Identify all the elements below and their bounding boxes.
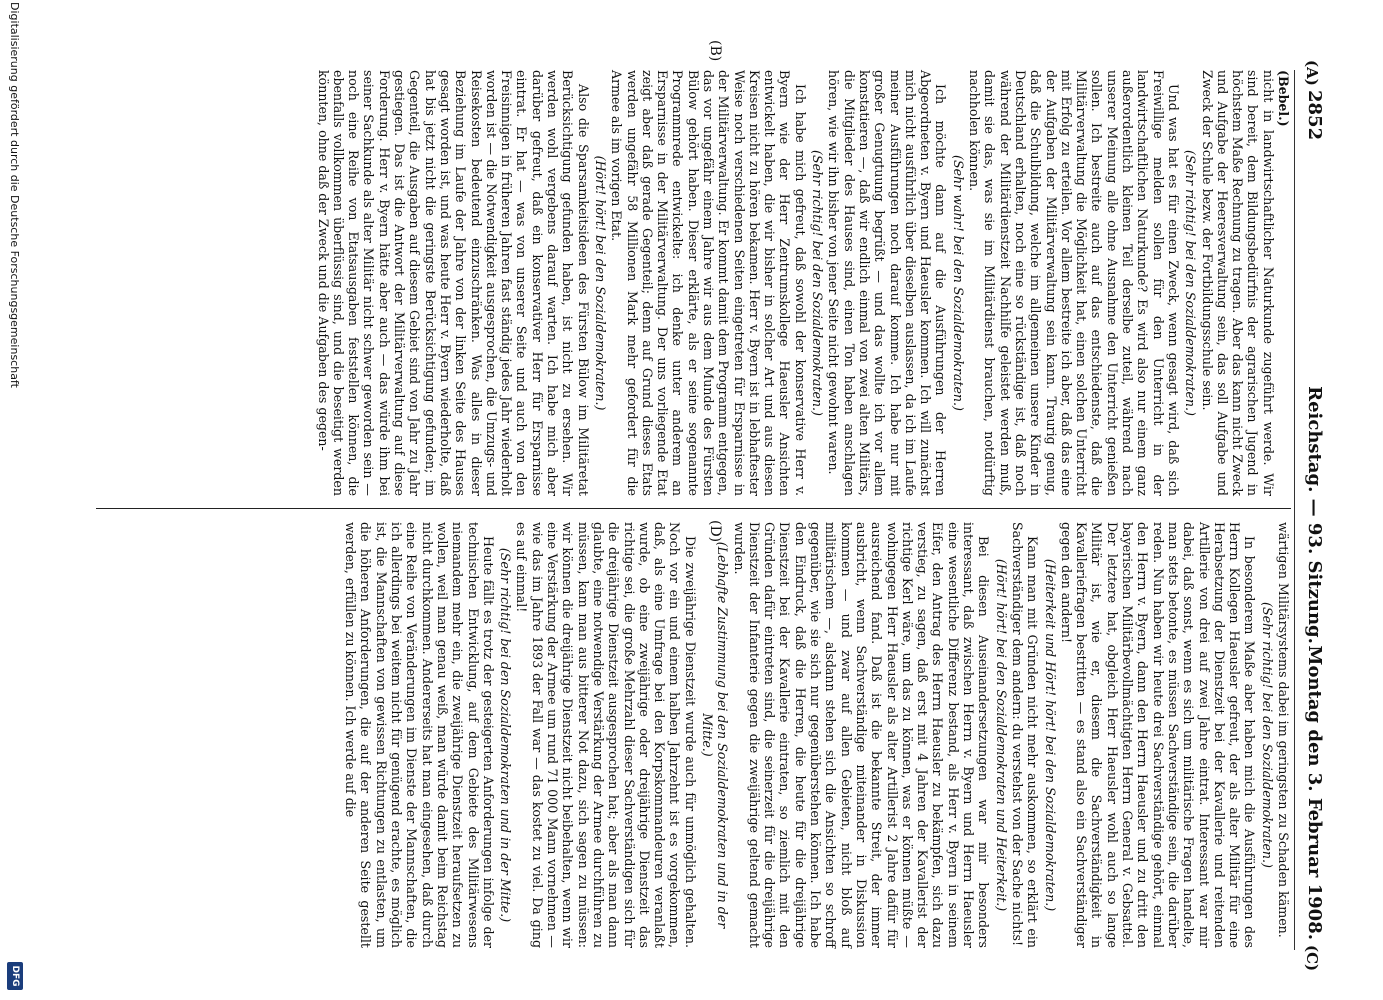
header-rule	[1294, 70, 1295, 950]
margin-mark-d: (D)	[707, 520, 723, 543]
interjection: (Sehr wahr! bei den Sozialdemokraten.)	[950, 155, 966, 411]
paragraph: wärtigen Militärsystems dabei im geringsten zu Schaden kämen.	[1276, 522, 1291, 938]
interjection: (Hört! hört! bei den Sozialdemokraten.)	[592, 155, 608, 411]
paragraph: Kann man mit Gründen nicht mehr auskommen, so erklärt ein Sachverständiger dem andern: du verstehst von der Sache nichts!	[1009, 522, 1041, 948]
margin-mark-c: (C)	[1303, 945, 1321, 972]
column-divider	[96, 508, 1291, 509]
paragraph: Ich möchte dann auf die Ausführungen der Herren Abgeordneten v. Byern und Haeusler kommen. Ich will zunächst mich nicht ausführlich über dieselben auslassen, da ich im Laufe meiner Ausführungen noch darauf komme. Ich habe nur mit großer Genugtuung begrüßt — und das wollte ich vor allem konstatieren —, daß wir endlich einmal von zwei alten Militärs, die Mitglieder des Hauses sind, einen Ton haben anschlagen hören, wie wir ihn bisher von jener Seite nicht gewohnt waren.	[826, 70, 949, 496]
interjection: (Sehr richtig! bei den Sozialdemokraten.)	[1183, 150, 1199, 416]
interjection: (Sehr richtig! bei den Sozialdemokraten und in der Mitte.)	[498, 547, 514, 923]
interjection: (Hört! hört! bei den Sozialdemokraten und Heiterkeit.)	[993, 558, 1009, 912]
paragraph: Und was hat es für einen Zweck, wenn gesagt wird, daß sich Freiwillige melden sollen für den Unterricht in der landwirtschaftlichen Naturkunde? Es wird also nur einem ganz außerordentlich kleinen Teil derselbe zuteil, während nach unserer Meinung alle ohne Ausnahme den Unterricht genießen sollen. Ich bestreite auch auf das entschiedenste, daß die Militärverwaltung die Möglichkeit hat, einen solchen Unterricht mit Erfolg zu erteilen. Vor allem bestreite ich aber, daß das eine der Aufgaben der Militärverwaltung sein kann. Traurig genug, daß die Schulbildung, welche im allgemeinen unsere Kinder in Deutschland erhalten, noch eine so rückständige ist, daß noch während der Militärdienstzeit Nachhilfe geleistet werden muß, damit sie das, was sie im Militärdienst brauchen, notdürftig nachholen können.	[967, 70, 1181, 496]
paragraph: Also die Sparsamkeitsideen des Fürsten Bülow im Militäretat Berücksichtigung gefunden haben, ist nicht zu ersehen. Wir werden wohl vergebens darauf warten. Ich habe mich aber darüber gefreut, daß ein konservativer Herr für Ersparnisse eintrat. Er hat — was von unserer Seite und auch von den Freisinnigen in früheren Jahren fast ständig jedes Jahr wiederholt worden ist — die Notwendigkeit ausgesprochen, die Umzugs- und Reisekosten bedeutend einzuschränken. Was alles in dieser Beziehung im Laufe der Jahre von der linken Seite des Hauses gesagt worden ist, und was heute Herr v. Byern wiederholte, daß hat bis jetzt nicht die geringste Berücksichtigung gefunden; im Gegenteil, die Ausgaben auf diesem Gebiet sind von Jahr zu Jahr gestiegen. Das ist die Antwort der Militärverwaltung auf diese Forderung. Herr v. Byern hätte aber auch — das würde ihm bei seiner Sachkunde als alter Militär nicht schwer geworden sein — noch eine Reihe von Etatsausgaben feststellen können, die ebenfalls vollkommen überflüssig sind, und die beseitigt werden könnten, ohne daß der Zweck und die Aufgaben des gegen-	[315, 70, 591, 496]
paragraph: In besonderem Maße aber haben mich die Ausführungen des Herrn Kollegen Haeusler gefreut, der als alter Militär für eine Herabsetzung der Dienstzeit bei der Kavallerie und reitenden Artillerie von drei auf zwei Jahre eintrat. Interessant war mir dabei, daß sonst, wenn es sich um militärische Fragen handelte, man stets betonte, es müssen Sachverständige sein, die darüber reden. Nun haben wir heute drei Sachverständige gehört, einmal den Herrn v. Byern, dann den Herrn Haeusler und zu dritt den bayerischen Militärbevollmächtigten Herrn General v. Gebsattel. Der letztere hat, obgleich Herr Haeusler wohl auch so lange Militär ist, wie er, diesem die Sachverständigkeit in Kavalleriefragen bestritten — es stand also ein Sachverständiger gegen den andern!	[1058, 522, 1258, 948]
right-column	[343, 522, 1291, 948]
interjection: (Lebhafte Zustimmung bei den Sozialdemokraten und in der Mitte.)	[700, 541, 731, 929]
margin-mark-a: (A)	[1303, 60, 1321, 86]
page-header	[1299, 90, 1325, 940]
margin-mark-b: (B)	[707, 40, 723, 62]
page-footer	[3, 0, 23, 1000]
interjection: (Heiterkeit und Hört! hört! bei den Sozialdemokraten.)	[1042, 558, 1058, 912]
paragraph: Bei diesen Auseinandersetzungen war mir besonders interessant, daß zwischen Herrn v. Byern und Herrn Haeusler eine wesentliche Differenz bestand, als Herr v. Byern in seinem Eifer, den Antrag des Herrn Haeusler zu bekämpfen, sich dazu verstieg, zu sagen, daß erst mit 4 Jahren der Kavallerist der richtige Kerl wäre, um das zu können, was er können müßte — wohingegen Herr Haeusler als alter Artillerist 2 Jahre dafür für ausreichend fand. Daß ist die bekannte Streit, der immer ausbricht, wenn Sachverständige miteinander in Diskussion kommen — und zwar auf allen Gebieten, nicht bloß auf militärischem —, alsdann stehen sich die Ansichten so schroff gegenüber, wie sie sich nur gegenüberstehen können. Ich habe den Eindruck, daß die Herren, die heute für die dreijährige Dienstzeit bei der Kavallerie eintraten, so ziemlich mit den Gründen dafür eintreten sind, die seinerzeit für die dreijährige Dienstzeit der Infanterie gegen die zweijährige geltend gemacht wurden.	[731, 522, 992, 948]
digitization-note: Digitalisierung gefördert durch die Deutsche Forschungsgemeinschaft	[8, 2, 21, 388]
interjection: (Sehr richtig! bei den Sozialdemokraten.)	[1259, 602, 1275, 868]
page-number: 2852	[1304, 90, 1325, 141]
dfg-logo: DFG	[7, 962, 23, 990]
left-column	[315, 70, 1291, 496]
session-date: Montag den 3. Februar 1908.	[1304, 645, 1325, 940]
paragraph: Die zweijährige Dienstzeit wurde auch für unmöglich gehalten. Noch vor ein und einem halben Jahrzehnt ist es vorgekommen, daß, als eine Umfrage bei den Korpskommandeuren veranlaßt wurde, ob eine zweijährige oder dreijährige Dienstzeit das richtige sei, die große Mehrzahl dieser Sachverständigen sich für die dreijährige Dienstzeit ausgesprochen hat; aber als man dann glaubte, eine notwendige Verstärkung der Armee durchführen zu müssen, kam man aus bitterer Not dazu, sich sagen zu müssen: wir können die dreijährige Dienstzeit nicht beibehalten, wenn wir eine Verstärkung der Armee um rund 71 000 Mann vornehmen — wie das im Jahre 1893 der Fall war — das kostet zu viel. Da ging es auf einmal!	[514, 522, 698, 948]
paragraph: Heute fällt es trotz der gesteigerten Anforderungen infolge der technischen Entwicklung, auf dem Gebiete des Militärwesens niemandem mehr ein, die zweijährige Dienstzeit heraufsetzen zu wollen, weil man genau weiß, man würde damit beim Reichstag nicht durchkommen. Andererseits hat man eingesehen, daß durch eine Reihe von Veränderungen im Dienste der Mannschaften, die ich allerdings bei weitem nicht für genügend erachte, es möglich ist, die Mannschaften von gewissen Richtungen zu entlasten, um die höheren Anforderungen, die auf der anderen Seite gestellt werden, erfüllen zu können. Ich werde auf die	[343, 522, 496, 948]
running-title: Reichstag. — 93. Sitzung.	[1304, 386, 1325, 644]
paragraph: nicht in landwirtschaftlicher Naturkunde zugeführt werde. Wir sind bereit, dem Bildungsbedürfnis der agrarischen Jugend in höchstem Maße Rechnung zu tragen. Aber das kann nicht Zweck und Aufgabe der Heeresverwaltung sein, das soll Aufgabe und Zweck der Schule bezw. der Fortbildungsschule sein.	[1199, 70, 1276, 496]
speaker-label: (Bebel.)	[1276, 70, 1291, 127]
interjection: (Sehr richtig! bei den Sozialdemokraten.)	[810, 150, 826, 416]
paragraph: Ich habe mich gefreut, daß sowohl der konservative Herr v. Byern wie der Herr Zentrumskollege Haeusler Ansichten entwickelt haben, die wir bisher in solcher Art und aus diesen Kreisen nicht zu hören bekamen. Herr v. Byern ist in lebhaftester Weise noch verschiedenen Seiten eingetreten für Ersparnisse in der Militärverwaltung. Er kommt damit dem Programm entgegen, das vor ungefähr einem Jahre wir aus dem Munde des Fürsten Bülow gehört haben. Dieser erklärte, als er seine sogenannte Programmrede entwickelte: ich denke unter anderem an Ersparnisse in der Militärverwaltung. Der uns vorliegende Etat zeigt aber daß gerade Gegenteil; denn auf Grund dieses Etats werden ungefähr 58 Millionen Mark mehr gefordert für die Armee als im vorigen Etat.	[609, 70, 808, 496]
